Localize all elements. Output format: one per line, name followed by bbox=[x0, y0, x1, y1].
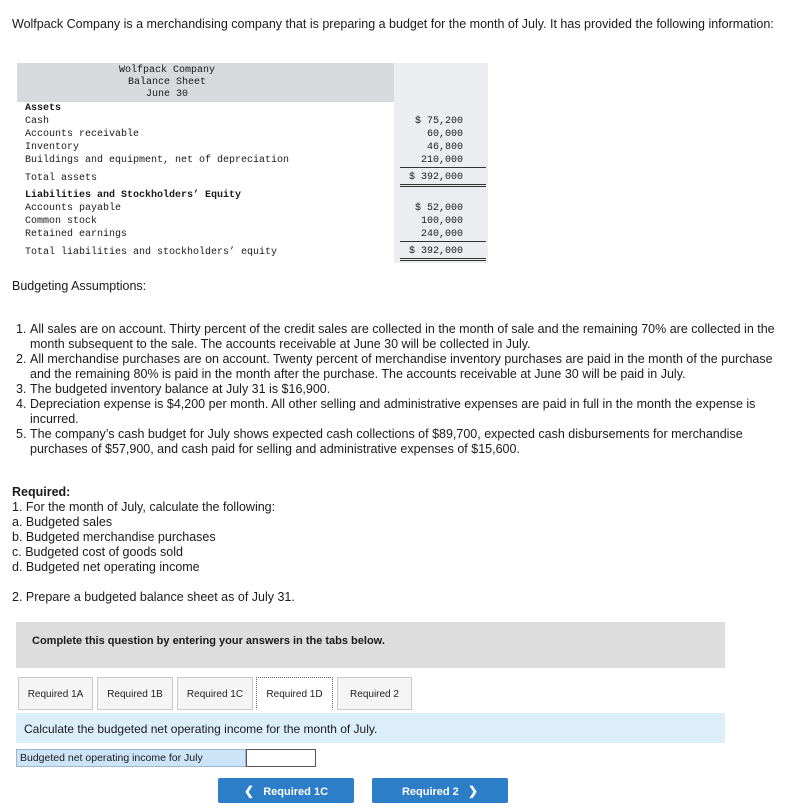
assumption-number: 3. bbox=[16, 382, 27, 396]
assumption-number: 5. bbox=[16, 427, 27, 441]
balance-sheet-title: Balance Sheet bbox=[127, 77, 206, 88]
assumption-item bbox=[16, 352, 790, 382]
assumption-item bbox=[16, 427, 790, 457]
asset-value: $ 75,200 bbox=[414, 116, 463, 127]
total-liabilities-label: Total liabilities and stockholders’ equity bbox=[25, 247, 278, 258]
instruction-bar bbox=[16, 713, 725, 743]
liability-label: Retained earnings bbox=[25, 229, 128, 240]
asset-label: Inventory bbox=[25, 142, 80, 153]
liability-value: 100,000 bbox=[420, 216, 463, 227]
required-heading: Required: bbox=[12, 485, 71, 499]
next-button-label: Required 2 bbox=[401, 785, 459, 798]
assumption-number: 1. bbox=[16, 322, 27, 336]
tab-required-1d[interactable]: Required 1D bbox=[256, 677, 333, 710]
assumptions-heading: Budgeting Assumptions: bbox=[12, 279, 147, 293]
net-operating-income-input[interactable] bbox=[246, 749, 316, 767]
tab-required-1a[interactable]: Required 1A bbox=[18, 677, 93, 710]
underline bbox=[400, 241, 486, 242]
complete-question-banner bbox=[16, 622, 725, 668]
double-underline bbox=[400, 186, 486, 187]
assumption-text: Depreciation expense is $4,200 per month. All other selling and administrative expenses are paid in full in the month the expense is incurred. bbox=[30, 397, 756, 426]
answer-row-label bbox=[16, 749, 246, 767]
next-button[interactable] bbox=[372, 778, 508, 803]
required-item-c: c. Budgeted cost of goods sold bbox=[12, 545, 183, 559]
balance-sheet-date: June 30 bbox=[145, 89, 188, 100]
double-underline bbox=[400, 260, 486, 261]
assumption-text: All sales are on account. Thirty percent of the credit sales are collected in the month of sale and the remaining 70% are collected in the month subsequent to the sale. The accounts receivable at June 30 will be collected in July. bbox=[30, 322, 775, 351]
balance-sheet-company: Wolfpack Company bbox=[118, 65, 215, 76]
intro-text: Wolfpack Company is a merchandising company that is preparing a budget for the month of July. It has provided the following information: bbox=[12, 17, 774, 31]
asset-label: Accounts receivable bbox=[25, 129, 140, 140]
underline bbox=[400, 167, 486, 168]
required-line-1: 1. For the month of July, calculate the following: bbox=[12, 500, 276, 514]
required-item-b: b. Budgeted merchandise purchases bbox=[12, 530, 216, 544]
assumption-item bbox=[16, 322, 790, 352]
assumption-number: 4. bbox=[16, 397, 27, 411]
double-underline bbox=[400, 184, 486, 185]
chevron-left-icon: ❮ bbox=[243, 783, 255, 798]
assumption-text: The budgeted inventory balance at July 31 is $16,900. bbox=[30, 382, 331, 396]
tab-required-2[interactable]: Required 2 bbox=[337, 677, 412, 710]
asset-value: 210,000 bbox=[420, 155, 463, 166]
liability-value: 240,000 bbox=[420, 229, 463, 240]
tab-required-1b[interactable]: Required 1B bbox=[97, 677, 173, 710]
required-line-2: 2. Prepare a budgeted balance sheet as of July 31. bbox=[12, 590, 295, 604]
asset-label: Buildings and equipment, net of depreciation bbox=[25, 155, 290, 166]
asset-label: Cash bbox=[25, 116, 50, 127]
tab-required-1c[interactable]: Required 1C bbox=[177, 677, 253, 710]
liability-value: $ 52,000 bbox=[414, 203, 463, 214]
assumption-text: The company’s cash budget for July shows expected cash collections of $89,700, expected cash disbursements for merchandise purchases of $57,900, and cash paid for selling and administrative expenses of $15,600. bbox=[30, 427, 743, 456]
asset-value: 46,800 bbox=[426, 142, 463, 153]
assumptions-list bbox=[16, 322, 790, 457]
balance-sheet bbox=[17, 63, 471, 263]
asset-value: 60,000 bbox=[426, 129, 463, 140]
required-item-d: d. Budgeted net operating income bbox=[12, 560, 200, 574]
chevron-right-icon: ❯ bbox=[467, 783, 479, 798]
liability-label: Accounts payable bbox=[25, 203, 122, 214]
total-assets-value: $ 392,000 bbox=[408, 172, 463, 183]
double-underline bbox=[400, 258, 486, 259]
prev-button-label: Required 1C bbox=[263, 785, 329, 798]
assumption-text: All merchandise purchases are on account. Twenty percent of merchandise inventory purchases are paid in the month of the purchase and the remaining 80% is paid in the month after the purchase. The accounts receivable at June 30 will be paid in July. bbox=[30, 352, 773, 381]
liability-label: Common stock bbox=[25, 216, 98, 227]
liabilities-heading: Liabilities and Stockholders’ Equity bbox=[25, 190, 242, 201]
answer-label-text: Budgeted net operating income for July bbox=[20, 752, 203, 764]
prev-button[interactable] bbox=[218, 778, 354, 803]
total-assets-label: Total assets bbox=[25, 173, 98, 184]
instruction-text: Calculate the budgeted net operating income for the month of July. bbox=[24, 722, 378, 736]
assumption-item bbox=[16, 382, 790, 397]
complete-question-text: Complete this question by entering your answers in the tabs below. bbox=[32, 635, 385, 647]
required-item-a: a. Budgeted sales bbox=[12, 515, 113, 529]
required-section bbox=[12, 485, 412, 605]
assumption-number: 2. bbox=[16, 352, 27, 366]
total-liabilities-value: $ 392,000 bbox=[408, 246, 463, 257]
assets-heading: Assets bbox=[25, 103, 62, 114]
assumption-item bbox=[16, 397, 790, 427]
